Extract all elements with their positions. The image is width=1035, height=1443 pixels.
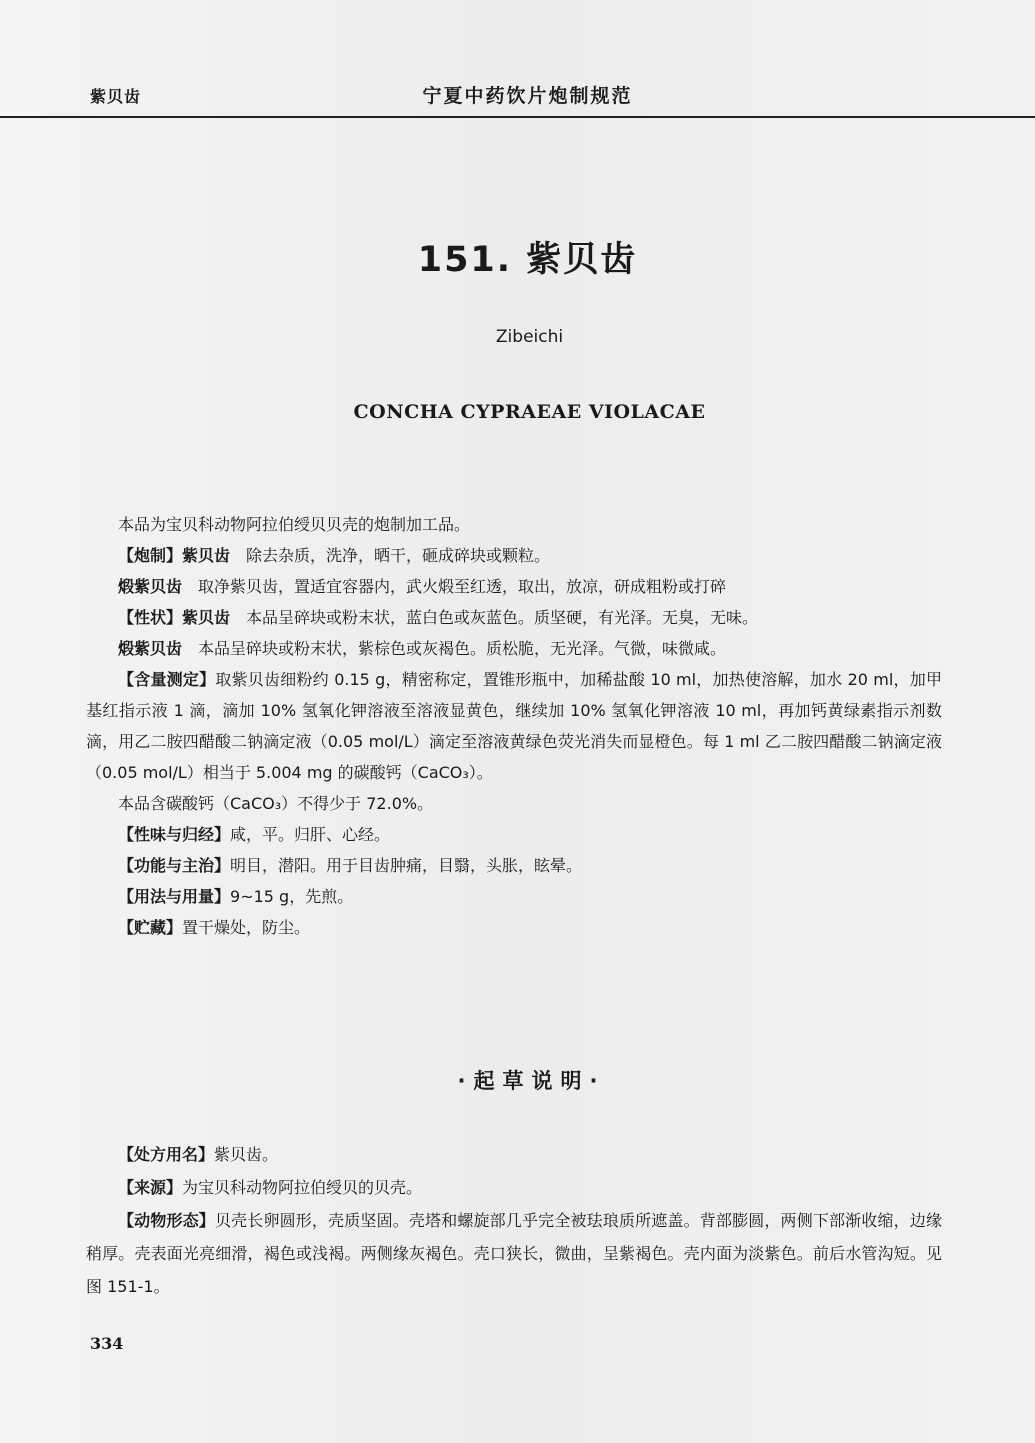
morphology-paragraph <box>86 1204 942 1303</box>
monograph-body <box>86 509 942 943</box>
header-divider <box>0 116 1035 118</box>
entry-latin-name: CONCHA CYPRAEAE VIOLACAE <box>353 401 706 423</box>
intro-paragraph: 本品为宝贝科动物阿拉伯绶贝贝壳的炮制加工品。 <box>118 515 471 534</box>
description-heading: 【性状】紫贝齿 <box>118 608 231 627</box>
function-heading: 【功能与主治】 <box>118 856 231 875</box>
prescription-name-text: 紫贝齿。 <box>214 1145 279 1164</box>
source-paragraph <box>86 1171 942 1204</box>
prescription-name-paragraph <box>86 1138 942 1171</box>
entry-pinyin: Zibeichi <box>495 327 564 347</box>
function-paragraph <box>86 850 942 881</box>
taste-meridian-heading: 【性味与归经】 <box>118 825 231 844</box>
calcined-description-text: 本品呈碎块或粉末状，紫棕色或灰褐色。质松脆，无光泽。气微，味微咸。 <box>182 639 727 658</box>
storage-heading: 【贮藏】 <box>118 918 183 937</box>
description-paragraph <box>86 602 942 633</box>
function-text: 明目，潜阳。用于目齿肿痛，目翳，头胀，眩晕。 <box>230 856 583 875</box>
processing-heading: 【炮制】紫贝齿 <box>118 546 231 565</box>
calcined-description-paragraph <box>86 633 942 664</box>
calcined-processing-paragraph <box>86 571 942 602</box>
morphology-heading: 【动物形态】 <box>118 1211 215 1230</box>
calcined-description-heading: 煅紫贝齿 <box>118 639 183 658</box>
processing-text: 除去杂质，洗净，晒干，砸成碎块或颗粒。 <box>230 546 551 565</box>
taste-meridian-text: 咸，平。归肝、心经。 <box>230 825 391 844</box>
content-limit-paragraph: 本品含碳酸钙（CaCO₃）不得少于 72.0%。 <box>118 794 434 813</box>
storage-text: 置干燥处，防尘。 <box>182 918 311 937</box>
description-text: 本品呈碎块或粉末状，蓝白色或灰蓝色。质坚硬，有光泽。无臭，无味。 <box>230 608 759 627</box>
drafting-notes-heading: ·起草说明· <box>457 1069 606 1093</box>
source-text: 为宝贝科动物阿拉伯绶贝的贝壳。 <box>182 1178 423 1197</box>
storage-paragraph <box>86 912 942 943</box>
calcined-processing-text: 取净紫贝齿，置适宜容器内，武火煅至红透，取出，放凉，研成粗粉或打碎 <box>182 577 727 596</box>
prescription-name-heading: 【处方用名】 <box>118 1145 215 1164</box>
dosage-paragraph <box>86 881 942 912</box>
source-heading: 【来源】 <box>118 1178 183 1197</box>
processing-paragraph <box>86 540 942 571</box>
page-number: 334 <box>90 1334 124 1353</box>
morphology-text: 贝壳长卵圆形，壳质坚固。壳塔和螺旋部几乎完全被珐琅质所遮盖。背部膨圆，两侧下部渐收缩，边缘稍厚。壳表面光亮细滑，褐色或浅褐。两侧缘灰褐色。壳口狭长，微曲，呈紫褐色。壳内面为淡紫色。前后水管沟短。见图 151-1。 <box>86 1211 942 1296</box>
taste-meridian-paragraph <box>86 819 942 850</box>
drafting-notes-body <box>86 1138 942 1303</box>
calcined-processing-heading: 煅紫贝齿 <box>118 577 183 596</box>
assay-paragraph <box>86 664 942 788</box>
assay-text: 取紫贝齿细粉约 0.15 g，精密称定，置锥形瓶中，加稀盐酸 10 ml，加热使溶解，加水 20 ml，加甲基红指示液 1 滴，滴加 10% 氢氧化钾溶液至溶液显黄色，继续加 10% 氢氧化钾溶液 10 ml，再加钙黄绿素指示剂数滴，用乙二胺四醋酸二钠滴定液（0.05 mol/L）滴定至溶液黄绿色荧光消失而显橙色。每 1 ml 乙二胺四醋酸二钠滴定液（0.05 mol/L）相当于 5.004 mg 的碳酸钙（CaCO₃）。 <box>86 670 942 782</box>
dosage-text: 9~15 g，先煎。 <box>230 887 354 906</box>
running-header-title: 宁夏中药饮片炮制规范 <box>422 85 633 107</box>
dosage-heading: 【用法与用量】 <box>118 887 231 906</box>
running-header-left: 紫贝齿 <box>90 87 142 106</box>
assay-heading: 【含量测定】 <box>118 670 216 689</box>
entry-title: 151. 紫贝齿 <box>417 240 638 280</box>
